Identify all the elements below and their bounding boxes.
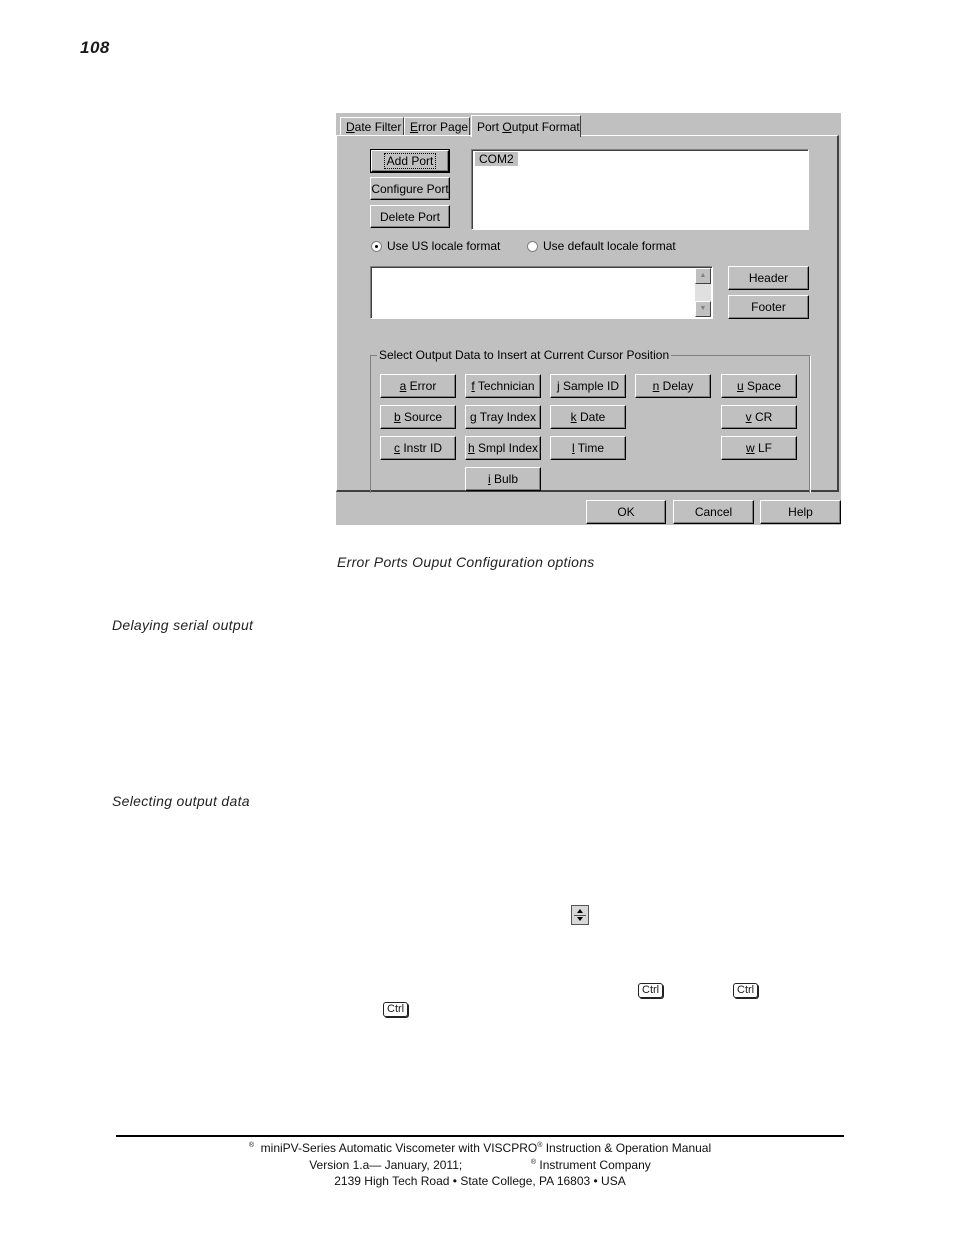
us-locale-option[interactable] [371, 239, 500, 253]
insert-space-button[interactable] [721, 374, 797, 398]
mnemonic-rest: Space [743, 379, 782, 393]
mnemonic-rest: Bulb [490, 472, 519, 486]
header-button[interactable] [728, 266, 809, 290]
default-locale-label: Use default locale format [543, 239, 676, 253]
mnemonic-key: l [571, 441, 575, 455]
cancel-button[interactable] [673, 500, 754, 524]
ctrl-key-icon: Ctrl [638, 983, 663, 998]
mnemonic-rest: CR [751, 410, 773, 424]
default-locale-option[interactable] [527, 239, 676, 253]
delete-port-label: Delete Port [379, 209, 441, 224]
page-number: 108 [80, 38, 110, 57]
mnemonic-rest: Sample ID [559, 379, 620, 393]
mnemonic-key: b [393, 410, 401, 424]
insert-time-button[interactable] [550, 436, 626, 460]
delete-port-button[interactable] [370, 205, 450, 228]
mnemonic-rest: Smpl Index [474, 441, 539, 455]
mnemonic-key: n [652, 379, 660, 393]
tab-date-filter-label: Date Filter [346, 120, 402, 134]
mnemonic-rest: Tray Index [476, 410, 537, 424]
footer-line-2-pre: Version 1.a— January, 2011; [309, 1158, 463, 1172]
format-textarea[interactable] [370, 266, 713, 319]
scroll-down-icon[interactable]: ▼ [695, 301, 711, 317]
footer-line-2 [116, 1158, 844, 1172]
mnemonic-rest: Technician [474, 379, 535, 393]
insert-button-label [468, 441, 538, 455]
insert-button-label [737, 379, 781, 393]
insert-error-button[interactable] [380, 374, 456, 398]
insert-button-label [488, 472, 518, 486]
mnemonic-rest: Date [576, 410, 606, 424]
mnemonic-key: k [570, 410, 577, 424]
us-locale-label: Use US locale format [387, 239, 501, 253]
insert-button-label [572, 441, 604, 455]
registered-mark: ® [530, 1159, 537, 1166]
mnemonic-rest: LF [754, 441, 772, 455]
mnemonic-key: j [556, 379, 560, 393]
mnemonic-key: u [736, 379, 744, 393]
tab-error-page[interactable] [404, 117, 470, 135]
insert-button-label [470, 410, 536, 424]
insert-smpl-index-button[interactable] [465, 436, 541, 460]
insert-date-button[interactable] [550, 405, 626, 429]
mnemonic-rest: Source [400, 410, 443, 424]
output-data-group-label: Select Output Data to Insert at Current Cursor Position [379, 348, 670, 362]
mnemonic-key: c [393, 441, 400, 455]
tab-port-output-format-label: Port Output Format [477, 120, 580, 134]
insert-button-label [471, 379, 534, 393]
registered-mark: ® [537, 1142, 543, 1149]
default-locale-radio[interactable] [527, 241, 538, 252]
figure-caption: Error Ports Ouput Configuration options [337, 554, 595, 570]
footer-button-label: Footer [751, 300, 786, 314]
insert-instr-id-button[interactable] [380, 436, 456, 460]
tab-panel-port-output [336, 135, 839, 492]
insert-button-label [746, 410, 773, 424]
footer-line-1-pre: miniPV-Series Automatic Viscometer with VISCPRO [260, 1141, 538, 1155]
insert-button-label [653, 379, 694, 393]
insert-lf-button[interactable] [721, 436, 797, 460]
add-port-button[interactable] [371, 150, 449, 172]
ctrl-key-icon: Ctrl [383, 1002, 408, 1017]
mnemonic-rest: Instr ID [399, 441, 442, 455]
insert-button-label [571, 410, 606, 424]
mnemonic-key: w [745, 441, 755, 455]
add-port-label: Add Port [386, 154, 434, 168]
footer-line-1 [116, 1141, 844, 1155]
cancel-button-label: Cancel [694, 505, 733, 519]
registered-mark: ® [248, 1142, 254, 1149]
footer-button[interactable] [728, 295, 809, 319]
insert-button-label [400, 379, 437, 393]
ok-button-label: OK [617, 505, 635, 519]
spinner-icon [571, 905, 589, 925]
tab-date-filter[interactable] [340, 117, 404, 135]
insert-delay-button[interactable] [635, 374, 711, 398]
footer-line-1-post: Instruction & Operation Manual [542, 1141, 712, 1155]
insert-button-label [394, 410, 442, 424]
insert-tray-index-button[interactable] [465, 405, 541, 429]
heading-delaying-serial-output: Delaying serial output [112, 617, 254, 633]
port-list-item-com2[interactable]: COM2 [475, 152, 518, 166]
port-output-dialog [336, 113, 841, 525]
scroll-up-icon[interactable]: ▲ [695, 268, 711, 284]
mnemonic-key: h [467, 441, 475, 455]
ctrl-key-icon: Ctrl [733, 983, 758, 998]
spinner-divider [574, 915, 586, 916]
tab-port-output-format[interactable] [471, 115, 581, 137]
us-locale-radio[interactable] [371, 241, 382, 252]
configure-port-button[interactable] [370, 177, 450, 200]
heading-selecting-output-data: Selecting output data [112, 793, 250, 809]
mnemonic-key: i [487, 472, 491, 486]
insert-cr-button[interactable] [721, 405, 797, 429]
tab-error-page-label: Error Page [410, 120, 469, 134]
mnemonic-key: f [471, 379, 475, 393]
footer-line-3: 2139 High Tech Road • State College, PA 16803 • USA [334, 1174, 626, 1188]
dialog-button-bar [336, 493, 841, 525]
mnemonic-key: v [745, 410, 752, 424]
mnemonic-key: a [399, 379, 407, 393]
insert-bulb-button[interactable] [465, 467, 541, 491]
insert-button-label [746, 441, 772, 455]
insert-sample-id-button[interactable] [550, 374, 626, 398]
ok-button[interactable] [586, 500, 666, 524]
help-button-label: Help [788, 505, 813, 519]
help-button[interactable] [760, 500, 841, 524]
footer-rule [116, 1135, 844, 1137]
output-data-groupbox [370, 348, 810, 500]
format-scrollbar[interactable] [695, 268, 711, 317]
insert-source-button[interactable] [380, 405, 456, 429]
header-button-label: Header [748, 271, 789, 285]
mnemonic-rest: Delay [659, 379, 694, 393]
insert-technician-button[interactable] [465, 374, 541, 398]
port-listbox[interactable] [471, 149, 809, 230]
insert-button-label [557, 379, 619, 393]
configure-port-label: Configure Port [371, 181, 449, 196]
mnemonic-rest: Error [406, 379, 437, 393]
insert-button-label [394, 441, 442, 455]
mnemonic-rest: Time [574, 441, 604, 455]
mnemonic-key: g [469, 410, 477, 424]
footer-line-2-post: Instrument Company [536, 1158, 651, 1172]
